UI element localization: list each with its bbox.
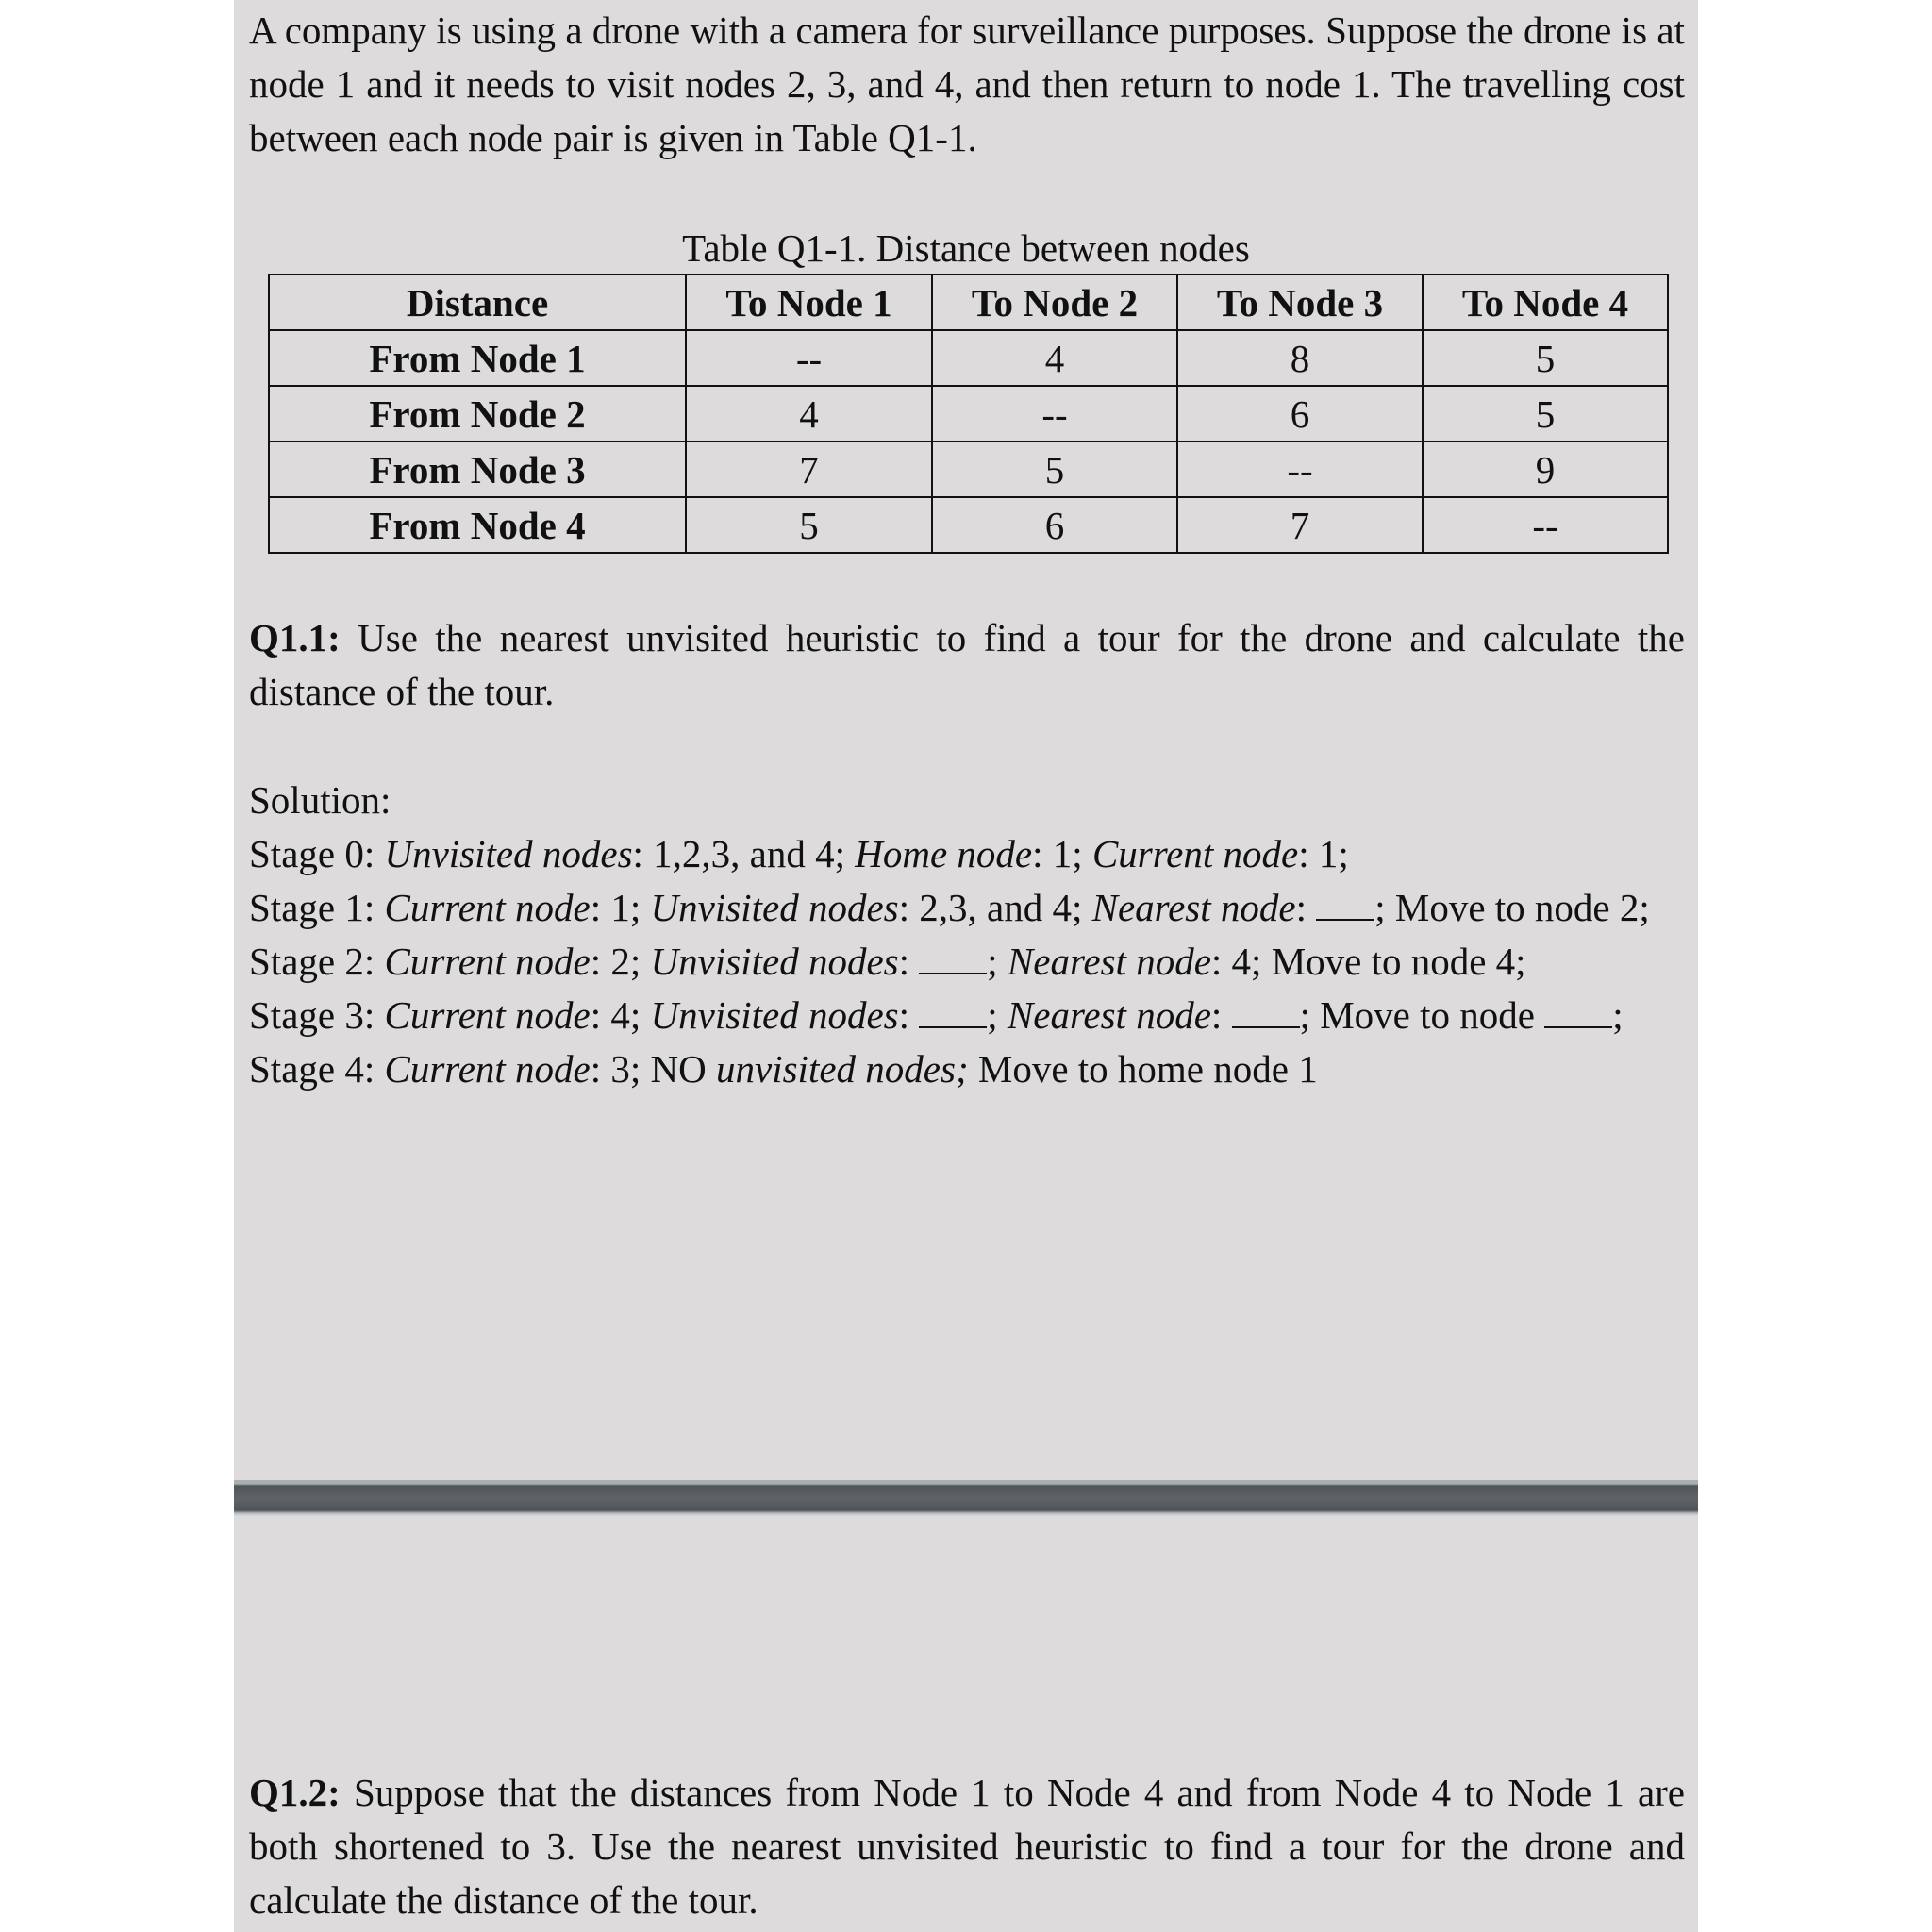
table-cell: -- xyxy=(1423,497,1668,553)
stage-4-term: Current node xyxy=(384,1047,591,1091)
table-cell: 6 xyxy=(1177,386,1423,441)
stage-1-line xyxy=(249,881,1685,935)
stage-2-term: Current node xyxy=(384,940,591,983)
stage-3-text: ; xyxy=(1612,993,1624,1037)
table-cell: 6 xyxy=(932,497,1177,553)
table-cell: 7 xyxy=(686,441,932,497)
stage-1-text: : xyxy=(1295,886,1317,929)
table-header-row xyxy=(269,275,1668,330)
q1-1-paragraph xyxy=(249,611,1685,719)
document-page xyxy=(234,0,1698,1932)
table-caption: Table Q1-1. Distance between nodes xyxy=(682,226,1250,270)
distance-table xyxy=(268,274,1669,554)
table-cell: 7 xyxy=(1177,497,1423,553)
table-row xyxy=(269,386,1668,441)
stage-4-term: unvisited nodes; xyxy=(716,1047,969,1091)
table-cell: 5 xyxy=(686,497,932,553)
stage-1-text: : 2,3, and 4; xyxy=(898,886,1092,929)
stage-1-text: : 1; xyxy=(590,886,651,929)
q1-2-paragraph xyxy=(249,1766,1685,1927)
stage-3-text: ; xyxy=(987,993,1008,1037)
table-cell: 9 xyxy=(1423,441,1668,497)
stage-0-text: : 1,2,3, and 4; xyxy=(632,832,856,875)
stage-2-text: : 4; Move to node 4; xyxy=(1210,940,1526,983)
answer-blank[interactable] xyxy=(919,998,987,1028)
intro-text: A company is using a drone with a camera for surveillance purposes. Suppose the drone is at node 1 and it needs to visit nodes 2, 3, and 4, and then return to node 1. The travelling cost between each node pair is given in Table Q1-1. xyxy=(249,8,1685,159)
table-cell: 5 xyxy=(1423,330,1668,386)
stage-2-text: : xyxy=(898,940,920,983)
stage-0-text: : 1; xyxy=(1032,832,1092,875)
table-cell: -- xyxy=(932,386,1177,441)
section-divider xyxy=(234,1480,1698,1516)
header-cell: Distance xyxy=(269,275,686,330)
table-cell: 4 xyxy=(932,330,1177,386)
header-cell: To Node 3 xyxy=(1177,275,1423,330)
table-row xyxy=(269,330,1668,386)
q1-2-text: Suppose that the distances from Node 1 to Node 4 and from Node 4 to Node 1 are both shortened to 3. Use the nearest unvisited heuristic to find a tour for the drone and calculate the distance of the tour. xyxy=(249,1771,1685,1922)
stage-2-text: : 2; xyxy=(590,940,651,983)
row-label: From Node 1 xyxy=(269,330,686,386)
q1-2-label: Q1.2: xyxy=(249,1771,341,1814)
answer-blank[interactable] xyxy=(1232,998,1300,1028)
stage-3-text: : xyxy=(1210,993,1232,1037)
stage-0-term: Current node xyxy=(1091,832,1299,875)
stage-3-term: Nearest node xyxy=(1007,993,1211,1037)
stage-4-text: : 3; NO xyxy=(590,1047,717,1091)
stage-3-prefix: Stage 3: xyxy=(249,993,385,1037)
table-row xyxy=(269,497,1668,553)
stage-3-line xyxy=(249,989,1685,1042)
stage-0-text: : 1; xyxy=(1298,832,1349,875)
intro-paragraph xyxy=(249,4,1685,165)
answer-blank[interactable] xyxy=(1544,998,1612,1028)
header-cell: To Node 2 xyxy=(932,275,1177,330)
answer-blank[interactable] xyxy=(919,944,987,974)
row-label: From Node 4 xyxy=(269,497,686,553)
stage-0-term: Unvisited nodes xyxy=(384,832,633,875)
stage-4-line xyxy=(249,1042,1685,1096)
header-cell: To Node 1 xyxy=(686,275,932,330)
stage-3-text: : 4; xyxy=(590,993,651,1037)
stage-1-term: Nearest node xyxy=(1091,886,1296,929)
table-cell: 5 xyxy=(1423,386,1668,441)
table-cell: 8 xyxy=(1177,330,1423,386)
table-cell: 5 xyxy=(932,441,1177,497)
stage-2-text: ; xyxy=(987,940,1008,983)
stage-3-text: : xyxy=(898,993,920,1037)
q1-1-text: Use the nearest unvisited heuristic to find a tour for the drone and calculate the distance of the tour. xyxy=(249,616,1685,713)
stage-4-prefix: Stage 4: xyxy=(249,1047,385,1091)
stage-2-term: Nearest node xyxy=(1007,940,1211,983)
stage-0-line xyxy=(249,827,1685,881)
stage-2-term: Unvisited nodes xyxy=(650,940,899,983)
table-cell: 4 xyxy=(686,386,932,441)
stage-4-text: Move to home node 1 xyxy=(968,1047,1318,1091)
header-cell: To Node 4 xyxy=(1423,275,1668,330)
stage-1-term: Unvisited nodes xyxy=(650,886,899,929)
stage-3-term: Current node xyxy=(384,993,591,1037)
stage-3-term: Unvisited nodes xyxy=(650,993,899,1037)
table-row xyxy=(269,441,1668,497)
stage-0-term: Home node xyxy=(855,832,1033,875)
table-cell: -- xyxy=(686,330,932,386)
solution-block xyxy=(249,774,1685,1096)
solution-heading: Solution: xyxy=(249,778,391,822)
stage-1-prefix: Stage 1: xyxy=(249,886,385,929)
q1-1-label: Q1.1: xyxy=(249,616,341,659)
table-cell: -- xyxy=(1177,441,1423,497)
stage-3-text: ; Move to node xyxy=(1299,993,1545,1037)
stage-1-text: ; Move to node 2; xyxy=(1374,886,1650,929)
stage-0-prefix: Stage 0: xyxy=(249,832,385,875)
stage-2-line xyxy=(249,935,1685,989)
stage-2-prefix: Stage 2: xyxy=(249,940,385,983)
row-label: From Node 2 xyxy=(269,386,686,441)
answer-blank[interactable] xyxy=(1316,891,1374,921)
stage-1-term: Current node xyxy=(384,886,591,929)
row-label: From Node 3 xyxy=(269,441,686,497)
